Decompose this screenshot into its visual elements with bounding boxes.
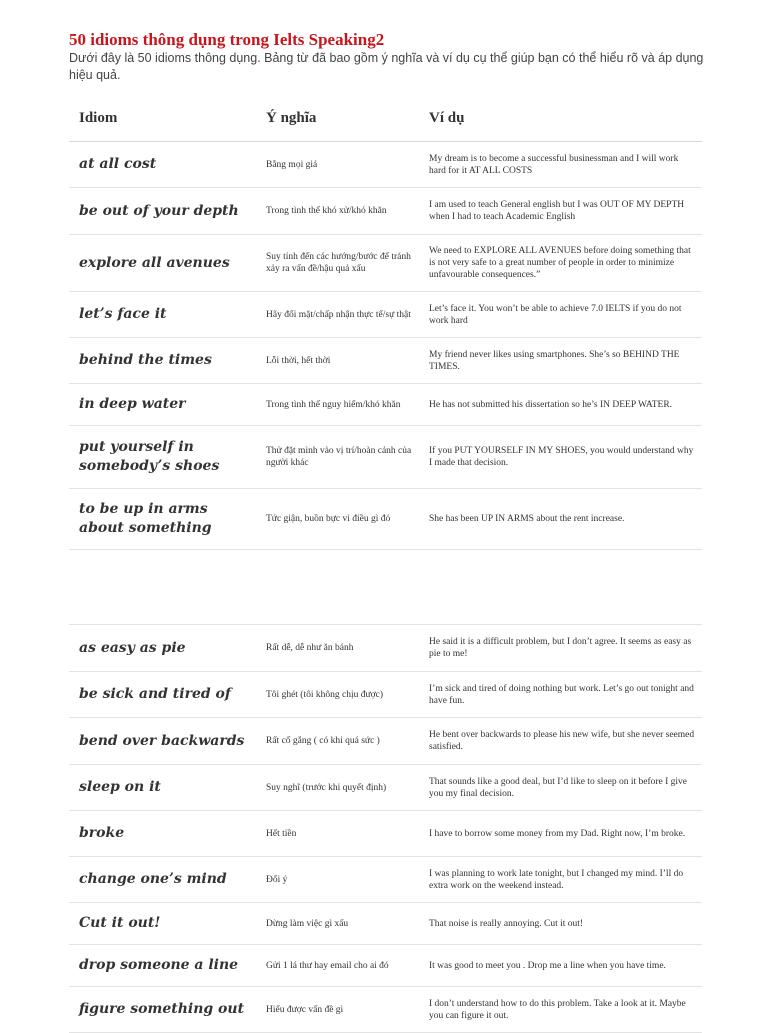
table-header-row — [69, 96, 702, 142]
idiom-cell: explore all avenues — [79, 254, 230, 271]
example-cell: That sounds like a good deal, but I’d like to sleep on it before I give you my final decision. — [429, 776, 688, 799]
table-row — [69, 903, 702, 945]
header-meaning: Ý nghĩa — [266, 110, 317, 126]
idiom-cell: behind the times — [79, 352, 212, 368]
page-title: 50 idioms thông dụng trong Ielts Speaking2 — [69, 30, 385, 49]
table-row — [69, 188, 702, 235]
idiom-cell: put yourself in somebody’s shoes — [79, 439, 220, 474]
table-row — [69, 142, 702, 188]
meaning-cell: Đổi ý — [266, 874, 288, 885]
example-cell: My friend never likes using smartphones. She’s so BEHIND THE TIMES. — [429, 349, 680, 372]
table-row — [69, 338, 702, 384]
example-cell: I am used to teach General english but I was OUT OF MY DEPTH when I had to teach Academic English — [429, 200, 685, 222]
meaning-cell: Gửi 1 lá thư hay email cho ai đó — [266, 960, 389, 971]
meaning-cell: Rất dễ, dễ như ăn bánh — [266, 643, 354, 653]
example-cell: She has been UP IN ARMS about the rent increase. — [429, 514, 625, 524]
example-cell: I don’t understand how to do this problem. Take a look at it. Maybe you can figure it out. — [429, 998, 686, 1021]
table-row — [69, 718, 702, 765]
table-row — [69, 987, 702, 1033]
table-row — [69, 625, 702, 672]
header-idiom: Idiom — [79, 110, 118, 126]
example-cell: Let’s face it. You won’t be able to achieve 7.0 IELTS if you do not work hard — [429, 303, 682, 326]
idiom-cell: sleep on it — [79, 779, 161, 795]
meaning-cell: Tôi ghét (tôi không chịu được) — [266, 689, 384, 700]
idiom-table-continued — [69, 624, 702, 1033]
intro-text: Dưới đây là 50 idioms thông dụng. Bảng từ đã bao gồm ý nghĩa và ví dụ cụ thể giúp bạn có thể hiểu rõ và áp dụng hiệu quả. — [69, 51, 704, 82]
example-cell: He bent over backwards to please his new wife, but she never seemed satisfied. — [429, 730, 695, 752]
table-row — [69, 426, 702, 489]
idiom-cell: change one’s mind — [79, 871, 227, 887]
idiom-cell: to be up in arms about something — [79, 501, 212, 536]
idiom-cell: broke — [79, 825, 125, 841]
meaning-cell: Bằng mọi giá — [266, 159, 318, 170]
idiom-cell: be sick and tired of — [79, 686, 231, 702]
meaning-cell: Suy tính đến các hướng/bước để tránh xảy ra vấn đề/hậu quả xấu — [266, 252, 411, 274]
example-cell: I have to borrow some money from my Dad. Right now, I’m broke. — [429, 828, 686, 839]
example-cell: He has not submitted his dissertation so he’s IN DEEP WATER. — [429, 399, 673, 410]
header-example: Ví dụ — [429, 110, 465, 126]
idiom-cell: be out of your depth — [79, 202, 239, 219]
meaning-cell: Lỗi thời, hết thời — [266, 355, 331, 366]
meaning-cell: Trong tình thế nguy hiểm/khó khăn — [266, 399, 401, 410]
idiom-cell: at all cost — [79, 156, 157, 172]
table-row — [69, 489, 702, 550]
example-cell: He said it is a difficult problem, but I don’t agree. It seems as easy as pie to me! — [429, 637, 692, 659]
table-row — [69, 765, 702, 811]
meaning-cell: Hãy đối mặt/chấp nhận thực tế/sự thật — [266, 309, 411, 320]
table-row — [69, 292, 702, 338]
idiom-cell: Cut it out! — [79, 915, 161, 931]
idiom-cell: in deep water — [79, 396, 186, 412]
meaning-cell: Hết tiền — [266, 828, 297, 839]
table-row — [69, 811, 702, 857]
table-row — [69, 945, 702, 987]
idiom-cell: figure something out — [79, 1001, 245, 1017]
meaning-cell: Trong tình thế khó xử/khó khăn — [266, 206, 387, 216]
example-cell: My dream is to become a successful businessman and I will work hard for it AT ALL COSTS — [429, 153, 679, 176]
meaning-cell: Rất cố gắng ( có khi quá sức ) — [266, 736, 380, 746]
table-row — [69, 235, 702, 292]
example-cell: We need to EXPLORE ALL AVENUES before doing something that is not very safe to a great number of people in order to minimize unfavourable consequences.” — [429, 246, 691, 280]
table-row — [69, 384, 702, 426]
example-cell: I was planning to work late tonight, but I changed my mind. I’ll do extra work on the weekend instead. — [429, 868, 684, 891]
meaning-cell: Thử đặt mình vào vị trí/hoàn cảnh của người khác — [266, 446, 412, 468]
meaning-cell: Dừng làm việc gì xấu — [266, 918, 349, 929]
meaning-cell: Suy nghĩ (trước khi quyết định) — [266, 782, 387, 793]
example-cell: That noise is really annoying. Cut it out! — [429, 918, 584, 929]
meaning-cell: Tức giận, buồn bực vì điều gì đó — [266, 514, 391, 524]
table-row — [69, 857, 702, 903]
idiom-cell: as easy as pie — [79, 639, 186, 656]
example-cell: If you PUT YOURSELF IN MY SHOES, you would understand why I made that decision. — [429, 446, 694, 468]
table-row — [69, 672, 702, 718]
idiom-cell: drop someone a line — [79, 957, 239, 973]
idiom-table — [69, 96, 702, 550]
example-cell: I’m sick and tired of doing nothing but work. Let’s go out tonight and have fun. — [429, 683, 694, 706]
example-cell: It was good to meet you . Drop me a line when you have time. — [429, 960, 666, 971]
idiom-cell: bend over backwards — [79, 732, 245, 749]
idiom-cell: let’s face it — [79, 306, 167, 322]
meaning-cell: Hiểu được vấn đề gì — [266, 1004, 344, 1015]
